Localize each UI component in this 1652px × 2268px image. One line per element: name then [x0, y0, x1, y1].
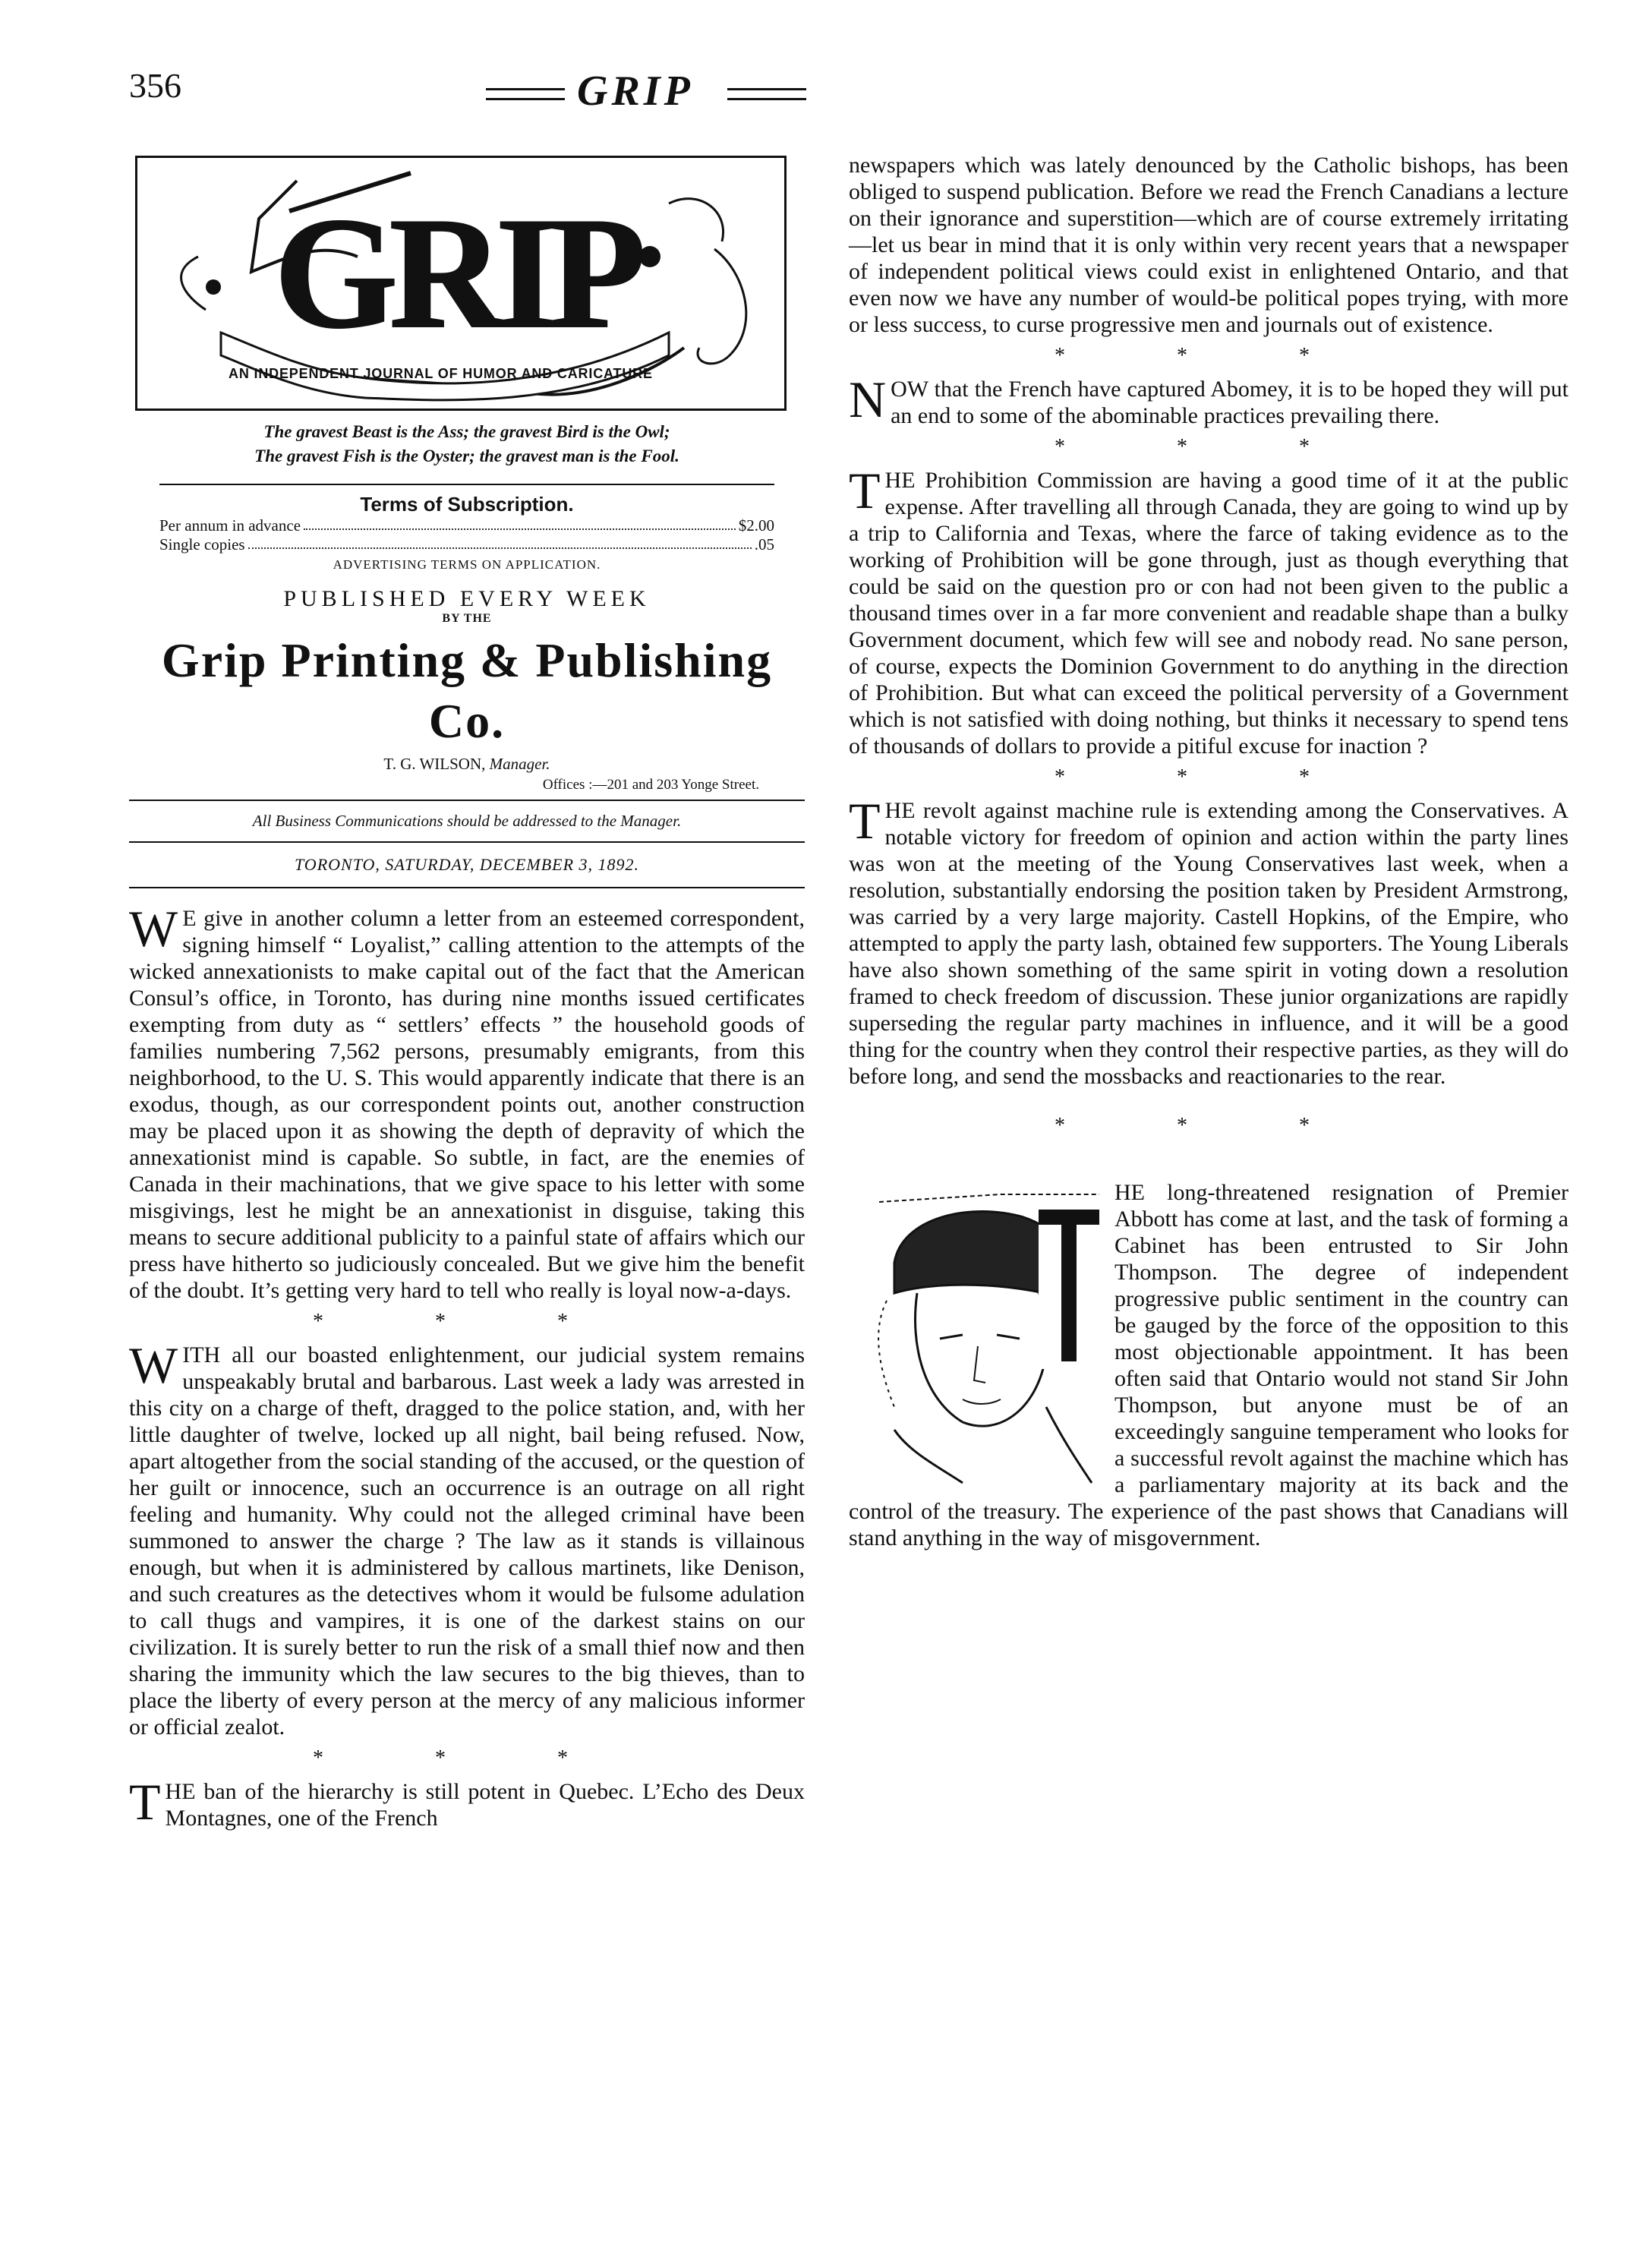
offices-address: Offices :—201 and 203 Yonge Street. — [542, 777, 759, 793]
running-head-rule-right — [727, 88, 806, 100]
terms-row-single — [159, 535, 774, 554]
drop-cap: W — [129, 900, 178, 957]
article-text: HE ban of the hierarchy is still potent in Quebec. L’Echo des Deux Montagnes, one of the French — [165, 1779, 805, 1831]
running-head-rule-left — [486, 88, 565, 100]
section-separator: * * * — [1055, 1114, 1363, 1137]
portrait-illustration — [849, 1179, 1107, 1498]
leader-dots — [248, 535, 752, 549]
article-paragraph — [129, 1336, 805, 1740]
right-column — [849, 152, 1568, 1551]
terms-price: $2.00 — [738, 516, 774, 535]
article-paragraph — [849, 792, 1568, 1090]
page-number: 356 — [129, 66, 181, 105]
drop-cap: N — [849, 371, 887, 428]
drop-cap: T — [849, 792, 881, 850]
divider — [159, 484, 774, 485]
article-paragraph — [849, 1179, 1568, 1551]
manager-line — [129, 755, 805, 774]
company-name: Grip Printing & Publishing Co. — [161, 633, 773, 748]
running-head: GRIP — [577, 68, 694, 115]
motto-line-1: The gravest Beast is the Ass; the gravest Bird is the Owl; — [263, 422, 670, 441]
article-paragraph — [129, 900, 805, 1304]
article-paragraph — [849, 462, 1568, 759]
masthead-title: GRIP — [274, 185, 646, 361]
left-column — [129, 156, 805, 1831]
section-separator: * * * — [1055, 435, 1363, 459]
masthead-motto — [129, 420, 805, 468]
terms-label: Per annum in advance — [159, 516, 301, 535]
terms-price: .05 — [754, 535, 774, 554]
section-separator: * * * — [1055, 765, 1363, 789]
divider — [129, 887, 805, 888]
business-notice: All Business Communications should be addressed to the Manager. — [252, 812, 682, 830]
drop-cap: W — [129, 1336, 178, 1394]
masthead-scroll-text: AN INDEPENDENT JOURNAL OF HUMOR AND CARICATURE — [229, 366, 654, 381]
drop-cap: T — [849, 462, 881, 519]
manager-name: T. G. WILSON, — [383, 755, 486, 773]
by-the: BY THE — [442, 612, 492, 625]
masthead-illustration — [135, 156, 787, 411]
manager-title: Manager. — [489, 755, 550, 773]
terms-title: Terms of Subscription. — [360, 493, 574, 516]
article-text: HE long-threatened resignation of Premier Abbott has come at last, and the task of forming a Cabinet has been entrusted to Sir John Thompson. The degree of independent progressive public sentiment in the country can be gauged by the force of the opposition to this most objectionable appointment. It has been often said that Ontario would not stand Sir John Thompson, but anyone must be of an exceedingly sanguine temperament who looks for a successful revolt against the machine which has a parliamentary majority at its back and the control of the treasury. The experience of the past shows that Canadians will stand anything in the way of misgovernment. — [849, 1180, 1568, 1550]
section-separator: * * * — [1055, 344, 1363, 367]
article-paragraph — [129, 1773, 805, 1831]
advertising-terms: ADVERTISING TERMS ON APPLICATION. — [333, 557, 601, 572]
terms-label: Single copies — [159, 535, 245, 554]
divider — [129, 841, 805, 843]
article-text: E give in another column a letter from an esteemed correspondent, signing himself “ Loyalist,” calling attention to the attempts of the wicked annexationists to make capital out of the fact that the American Consul’s office, in Toronto, has during nine months issued certificates exempting from duty as “ settlers’ effects ” the household goods of families numbering 7,562 persons, presumably emigrants, from this neighborhood, to the U. S. This would apparently indicate that there is an exodus, though, as our correspondent points out, another construction may be placed upon it as showing the depth of depravity of which the annexationist mind is capable. So subtle, in fact, are the enemies of Canada in their machinations, that we give space to his letter with some misgivings, lest he might be an annexationist in disguise, taking this means to secure additional publicity to a painful state of affairs which our press have hitherto so judiciously concealed. But we give him the benefit of the doubt. It’s getting very hard to tell who really is loyal now-a-days. — [129, 906, 805, 1303]
drop-cap: T — [129, 1773, 161, 1831]
article-text: HE revolt against machine rule is extending among the Conservatives. A notable victory for freedom of opinion and action within the party lines was won at the meeting of the Young Conservatives last week, when a resolution, substantially endorsing the position taken by President Armstrong, was carried by a very large majority. Castell Hopkins, of the Empire, who attempted to apply the party lash, obtained few supporters. The Young Liberals have also shown something of the same spirit in voting down a resolution framed to check freedom of discussion. These junior organizations are rapidly superseding the regular party machines in influence, and it will be a good thing for the country when they control their respective parties, as they will do before long, and send the mossbacks and reactionaries to the rear. — [849, 798, 1568, 1089]
article-paragraph — [849, 371, 1568, 429]
article-text: HE Prohibition Commission are having a good time of it at the public expense. After travelling all through Canada, they are going to wind up by a trip to California and Texas, where the farce of taking evidence as to the working of Prohibition will be gone through, just as though everything that could be said on the question pro or con had not been given to the public a thousand times over in a far more convenient and readable shape than a bulky Government document, which few will see and nobody read. No sane person, of course, expects the Dominion Government to do anything in the direction of Prohibition. But what can exceed the political perversity of a Government which is not satisfied with doing nothing, but thinks it necessary to spend tens of thousands of dollars to provide a pitiful excuse for inaction ? — [849, 468, 1568, 759]
article-text: ITH all our boasted enlightenment, our judicial system remains unspeakably brutal and barbarous. Last week a lady was arrested in this city on a charge of theft, dragged to the police station, and, with her little daughter of twelve, locked up all night, bail being refused. Now, apart altogether from the social standing of the accused, or the question of her guilt or innocence, such an occurrence is an outrage on all right feeling and humanity. Why could not the alleged criminal have been summoned to answer the charge ? The law as it stands is villainous enough, but when it is administered by callous martinets, like Denison, and such creatures as the detectives whom it would be fulsome adulation to call thugs and vampires, it is one of the darkest stains on our civilization. It is surely better to run the risk of a small thief now and then sharing the immunity which the law secures to the big thieves, than to place the liberty of every person at the mercy of any malicious informer or official zealot. — [129, 1342, 805, 1740]
masthead-logo — [137, 158, 784, 408]
dateline: TORONTO, SATURDAY, DECEMBER 3, 1892. — [294, 855, 640, 874]
section-separator: * * * — [313, 1746, 621, 1770]
section-separator: * * * — [313, 1310, 621, 1333]
motto-line-2: The gravest Fish is the Oyster; the gravest man is the Fool. — [254, 446, 679, 465]
leader-dots — [304, 516, 736, 530]
article-text: OW that the French have captured Abomey, it is to be hoped they will put an end to some of the abominable practices prevailing there. — [891, 377, 1568, 428]
divider — [129, 800, 805, 801]
article-paragraph — [849, 152, 1568, 338]
published-every-week: PUBLISHED EVERY WEEK — [283, 586, 651, 611]
terms-row-annual — [159, 516, 774, 535]
article-text: newspapers which was lately denounced by the Catholic bishops, has been obliged to suspend publication. Before we read the French Canadians a lecture on their ignorance and superstition—which are of course extremely irritating—let us bear in mind that it is only within very recent years that a newspaper of independent political views could exist in enlightened Ontario, and that even now we have any number of would-be political popes trying, with more or less success, to curse progressive men and journals out of existence. — [849, 153, 1568, 337]
